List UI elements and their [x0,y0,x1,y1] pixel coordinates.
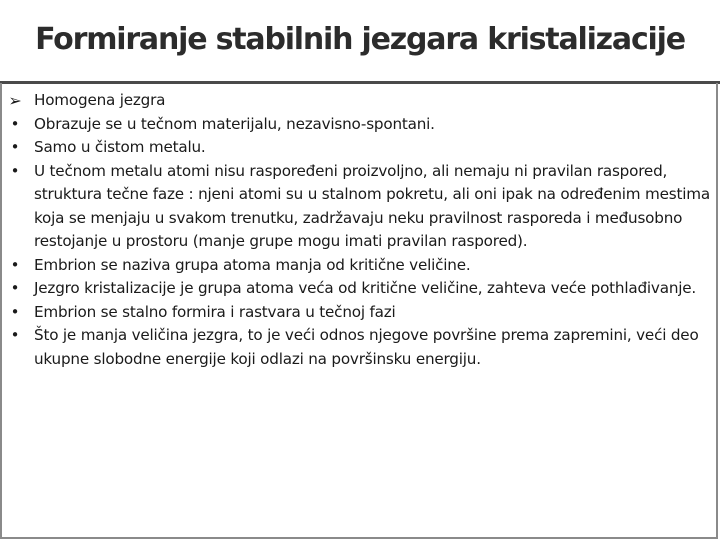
list-item-text: U tečnom metalu atomi nisu raspoređeni proizvoljno, ali nemaju ni pravilan raspored, struktura tečne faze : njeni atomi su u stalnom pokretu, ali oni ipak na određenim mestima koja se menjaju u svakom trenutku, zadržavaju neku pravilnost rasporeda i međusobno restojanje u prostoru (manje grupe mogu imati pravilan raspored). [34,161,710,250]
list-item [0,89,715,113]
list-item [0,160,715,254]
list-item-text: Samo u čistom metalu. [34,138,206,156]
bullet-icon: • [10,161,20,180]
list-item-text: Embrion se naziva grupa atoma manja od kritične veličine. [34,255,471,274]
list-item [0,136,715,160]
list-item-text: Homogena jezgra [34,91,166,109]
bullet-icon: • [10,255,20,274]
list-item [0,301,715,325]
bullet-icon: • [10,326,20,344]
list-item-text: Što je manja veličina jezgra, to je veći odnos njegove površine prema zapremini, veći deo ukupne slobodne energije koji odlazi na površinsku energiju. [34,326,699,368]
bullet-list [0,89,715,371]
list-item [0,277,715,301]
bullet-icon: • [10,279,20,297]
slide-title: Formiranje stabilnih jezgara kristalizacije [35,22,685,57]
bullet-icon: • [10,302,20,321]
list-item-text: Jezgro kristalizacije je grupa atoma veća od kritične veličine, zahteva veće pothlađivanje. [34,279,697,297]
bullet-icon: • [10,114,20,133]
list-item-text: Obrazuje se u tečnom materijalu, nezavisno-spontani. [34,114,435,133]
arrow-bullet-icon: ➢ [8,91,22,110]
list-item [0,254,715,278]
list-item-text: Embrion se stalno formira i rastvara u tečnoj fazi [34,302,396,321]
list-item [0,113,715,137]
list-item [0,324,715,371]
bullet-icon: • [10,138,20,156]
